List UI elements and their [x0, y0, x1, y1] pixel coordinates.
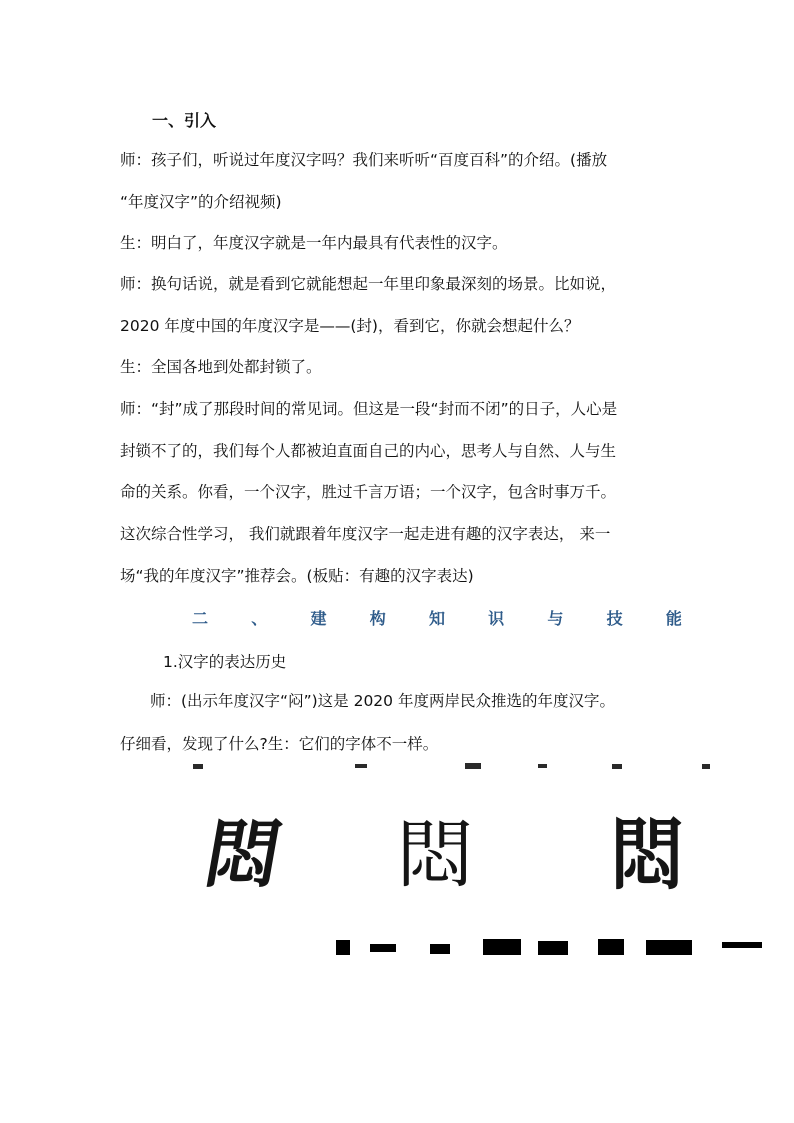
glyph-clerical: 悶	[198, 812, 288, 898]
paragraph-line: 师：换句话说，就是看到它就能想起一年里印象最深刻的场景。比如说，	[120, 275, 617, 293]
paragraph-line: “年度汉字”的介绍视频)	[120, 193, 282, 211]
paragraph-line: 师：“封”成了那段时间的常见词。但这是一段“封而不闭”的日子，人心是	[120, 400, 618, 418]
glyph-seal: 悶	[610, 809, 684, 901]
glyph-regular: 悶	[396, 812, 474, 898]
paragraph-line: 生：全国各地到处都封锁了。	[120, 358, 322, 376]
subheading-history: 1.汉字的表达历史	[163, 653, 287, 671]
heading-char: 二	[192, 609, 209, 628]
heading-char: 与	[547, 609, 564, 628]
paragraph-line: 命的关系。你看，一个汉字，胜过千言万语；一个汉字，包含时事万千。	[120, 483, 617, 501]
heading-char: 、	[251, 609, 268, 628]
paragraph-line: 这次综合性学习， 我们就跟着年度汉字一起走进有趣的汉字表达， 来一	[120, 525, 611, 543]
paragraph-line: 仔细看，发现了什么?生：它们的字体不一样。	[120, 735, 439, 753]
paragraph-line: 场“我的年度汉字”推荐会。(板贴：有趣的汉字表达)	[120, 567, 474, 585]
paragraph-line: 师：(出示年度汉字“闷”)这是 2020 年度两岸民众推选的年度汉字。	[150, 692, 615, 710]
paragraph-line: 生：明白了，年度汉字就是一年内最具有代表性的汉字。	[120, 234, 508, 252]
heading-char: 识	[488, 609, 505, 628]
paragraph-line: 2020 年度中国的年度汉字是——(封)，看到它，你就会想起什么？	[120, 317, 580, 335]
heading-char: 技	[606, 609, 623, 628]
heading-char: 能	[665, 609, 682, 628]
paragraph-line: 封锁不了的，我们每个人都被迫直面自己的内心，思考人与自然、人与生	[120, 442, 617, 460]
paragraph-line: 师：孩子们，听说过年度汉字吗？我们来听听“百度百科”的介绍。(播放	[120, 151, 608, 169]
heading-char: 知	[428, 609, 445, 628]
heading-build-knowledge	[192, 606, 682, 629]
heading-char: 构	[369, 609, 386, 628]
heading-char: 建	[310, 609, 327, 628]
heading-intro: 一、引入	[152, 111, 217, 130]
